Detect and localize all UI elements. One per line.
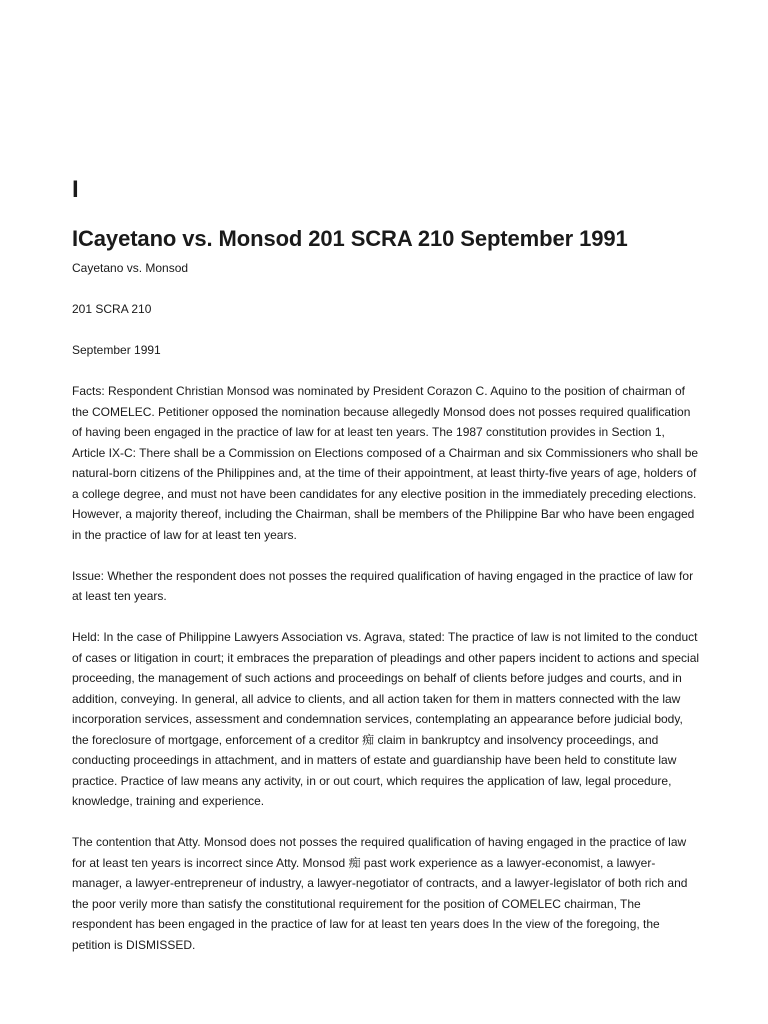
- held-paragraph: Held: In the case of Philippine Lawyers Association vs. Agrava, stated: The practice of law is not limited to the conduct of cases or litigation in court; it embraces the preparation of pleadings and other papers incident to actions and special proceeding, the management of such actions and proceedings on behalf of clients before judges and courts, and in addition, conveying. In general, all advice to clients, and all action taken for them in matters connected with the law incorporation services, assessment and condemnation services, contemplating an appearance before judicial body, the foreclosure of mortgage, enforcement of a creditor 痴 claim in bankruptcy and insolvency proceedings, and conducting proceedings in attachment, and in matters of estate and guardianship have been held to constitute law practice. Practice of law means any activity, in or out court, which requires the application of law, legal procedure, knowledge, training and experience.: [72, 630, 700, 808]
- case-date: September 1991: [72, 343, 161, 357]
- case-name: Cayetano vs. Monsod: [72, 261, 189, 275]
- facts-paragraph: Facts: Respondent Christian Monsod was nominated by President Corazon C. Aquino to the position of chairman of the COMELEC. Petitioner opposed the nomination because allegedly Monsod does not posses required qualification of having been engaged in the practice of law for at least ten years. The 1987 constitution provides in Section 1, Article IX-C: There shall be a Commission on Elections composed of a Chairman and six Commissioners who shall be natural-born citizens of the Philippines and, at the time of their appointment, at least thirty-five years of age, holders of a college degree, and must not have been candidates for any elective position in the immediately preceding elections. However, a majority thereof, including the Chairman, shall be members of the Philippine Bar who have been engaged in the practice of law for at least ten years.: [72, 384, 699, 542]
- case-citation: 201 SCRA 210: [72, 302, 152, 316]
- document-title: ICayetano vs. Monsod 201 SCRA 210 September 1991: [72, 226, 628, 251]
- section-marker: I: [72, 176, 79, 203]
- document-body: [72, 258, 700, 976]
- conclusion-paragraph: The contention that Atty. Monsod does not posses the required qualification of having engaged in the practice of law for at least ten years is incorrect since Atty. Monsod 痴 past work experience as a lawyer-economist, a lawyer-manager, a lawyer-entrepreneur of industry, a lawyer-negotiator of contracts, and a lawyer-legislator of both rich and the poor verily more than satisfy the constitutional requirement for the position of COMELEC chairman, The respondent has been engaged in the practice of law for at least ten years does In the view of the foregoing, the petition is DISMISSED.: [72, 835, 688, 952]
- issue-paragraph: Issue: Whether the respondent does not posses the required qualification of having engaged in the practice of law for at least ten years.: [72, 568, 694, 603]
